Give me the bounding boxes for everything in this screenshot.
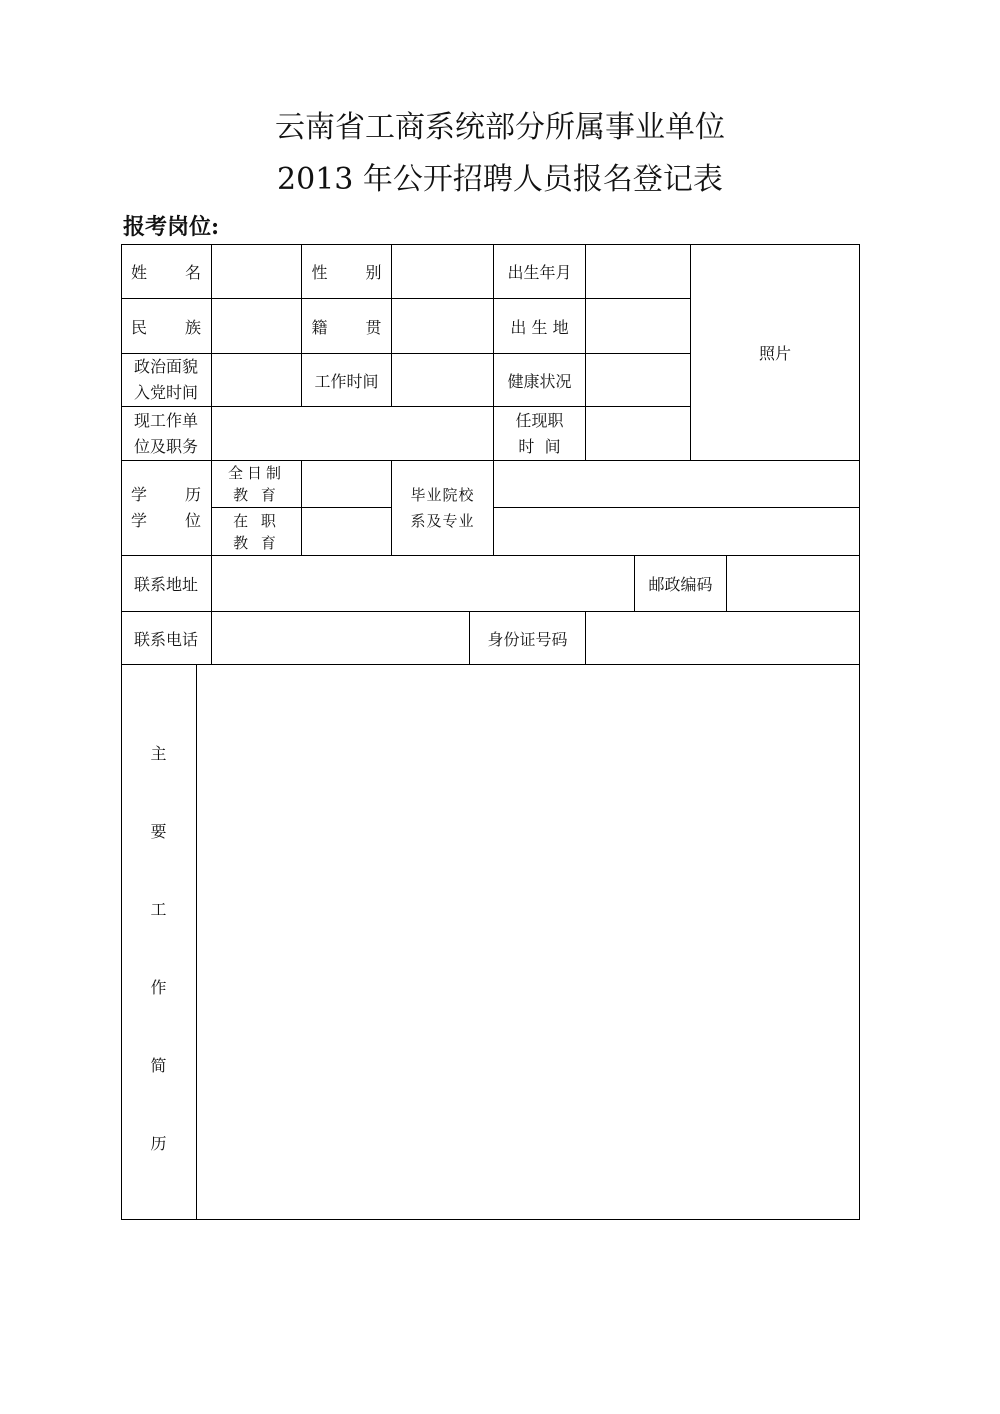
fulltime-label-line: 教 育 [233, 486, 280, 504]
birthplace-label-text: 出 生 地 [510, 317, 569, 337]
political-status-field[interactable] [212, 354, 302, 407]
ethnicity-label-char: 族 [184, 317, 201, 337]
resume-label-char: 主 [150, 744, 167, 763]
photo-box[interactable] [691, 244, 860, 461]
work-unit-label-line: 现工作单 [133, 410, 198, 430]
major-label-line: 系及专业 [410, 512, 475, 530]
school-major-label [392, 461, 494, 556]
id-number-field[interactable] [586, 612, 860, 665]
inservice-label-line: 在 职 [233, 511, 280, 530]
current-post-label-line: 时 间 [518, 436, 561, 456]
ethnicity-label-char: 民 [131, 317, 148, 337]
phone-field[interactable] [212, 612, 470, 665]
work-unit-label [121, 407, 212, 461]
name-field[interactable] [212, 244, 302, 299]
id-number-label [470, 612, 586, 665]
fulltime-education-field[interactable] [302, 461, 392, 508]
education-label-char: 历 [184, 485, 201, 504]
birthplace-field[interactable] [586, 299, 691, 354]
inservice-education-field[interactable] [302, 508, 392, 556]
party-join-label-line: 入党时间 [133, 383, 198, 402]
work-time-field[interactable] [392, 354, 494, 407]
address-field[interactable] [212, 556, 635, 612]
work-unit-label-line: 位及职务 [133, 436, 198, 456]
inservice-label-line: 教 育 [233, 533, 280, 552]
ethnicity-label [121, 299, 212, 354]
id-number-label-text: 身份证号码 [487, 629, 568, 649]
resume-label-char: 工 [150, 900, 167, 919]
gender-label [302, 244, 392, 299]
native-place-label [302, 299, 392, 354]
political-status-label [121, 354, 212, 407]
form-title-line1: 云南省工商系统部分所属事业单位 [275, 110, 725, 145]
postcode-field[interactable] [727, 556, 860, 612]
native-place-label-char: 贯 [365, 317, 382, 337]
degree-label-char: 学 [131, 511, 148, 530]
post-label: 报考岗位: [123, 214, 220, 240]
birthplace-label [494, 299, 586, 354]
fulltime-school-field[interactable] [494, 461, 860, 508]
work-time-label-text: 工作时间 [314, 371, 379, 391]
resume-label-char: 要 [150, 822, 167, 841]
postcode-label-text: 邮政编码 [648, 575, 713, 594]
native-place-field[interactable] [392, 299, 494, 354]
resume-label-char: 历 [150, 1134, 167, 1153]
health-field[interactable] [586, 354, 691, 407]
education-label-char: 学 [131, 485, 148, 504]
name-label-char: 姓 [131, 262, 148, 282]
work-unit-field[interactable] [212, 407, 494, 461]
current-post-label-line: 任现职 [515, 410, 564, 430]
birth-field[interactable] [586, 244, 691, 299]
gender-field[interactable] [392, 244, 494, 299]
gender-label-char: 性 [311, 262, 328, 282]
resume-label-char: 作 [150, 978, 167, 997]
work-time-label [302, 354, 392, 407]
political-status-label-line: 政治面貌 [133, 357, 198, 376]
resume-field[interactable] [197, 665, 860, 1220]
native-place-label-char: 籍 [311, 317, 328, 337]
ethnicity-field[interactable] [212, 299, 302, 354]
health-label [494, 354, 586, 407]
current-post-field[interactable] [586, 407, 691, 461]
name-label-char: 名 [184, 262, 201, 282]
resume-label [121, 665, 197, 1220]
form-title-line2: 2013 年公开招聘人员报名登记表 [277, 162, 723, 197]
inservice-school-field[interactable] [494, 508, 860, 556]
address-label [121, 556, 212, 612]
inservice-education-label [212, 508, 302, 556]
phone-label [121, 612, 212, 665]
gender-label-char: 别 [365, 262, 382, 282]
education-label [121, 461, 212, 556]
name-label [121, 244, 212, 299]
address-label-text: 联系地址 [133, 575, 198, 594]
school-label-line: 毕业院校 [410, 486, 475, 504]
birth-label-text: 出生年月 [507, 262, 572, 282]
postcode-label [635, 556, 727, 612]
resume-label-char: 简 [150, 1056, 167, 1075]
birth-label [494, 244, 586, 299]
photo-label: 照片 [758, 343, 791, 363]
phone-label-text: 联系电话 [133, 629, 198, 649]
fulltime-label-line: 全日制 [227, 464, 285, 482]
health-label-text: 健康状况 [507, 371, 572, 391]
fulltime-education-label [212, 461, 302, 508]
degree-label-char: 位 [184, 511, 201, 530]
current-post-label [494, 407, 586, 461]
